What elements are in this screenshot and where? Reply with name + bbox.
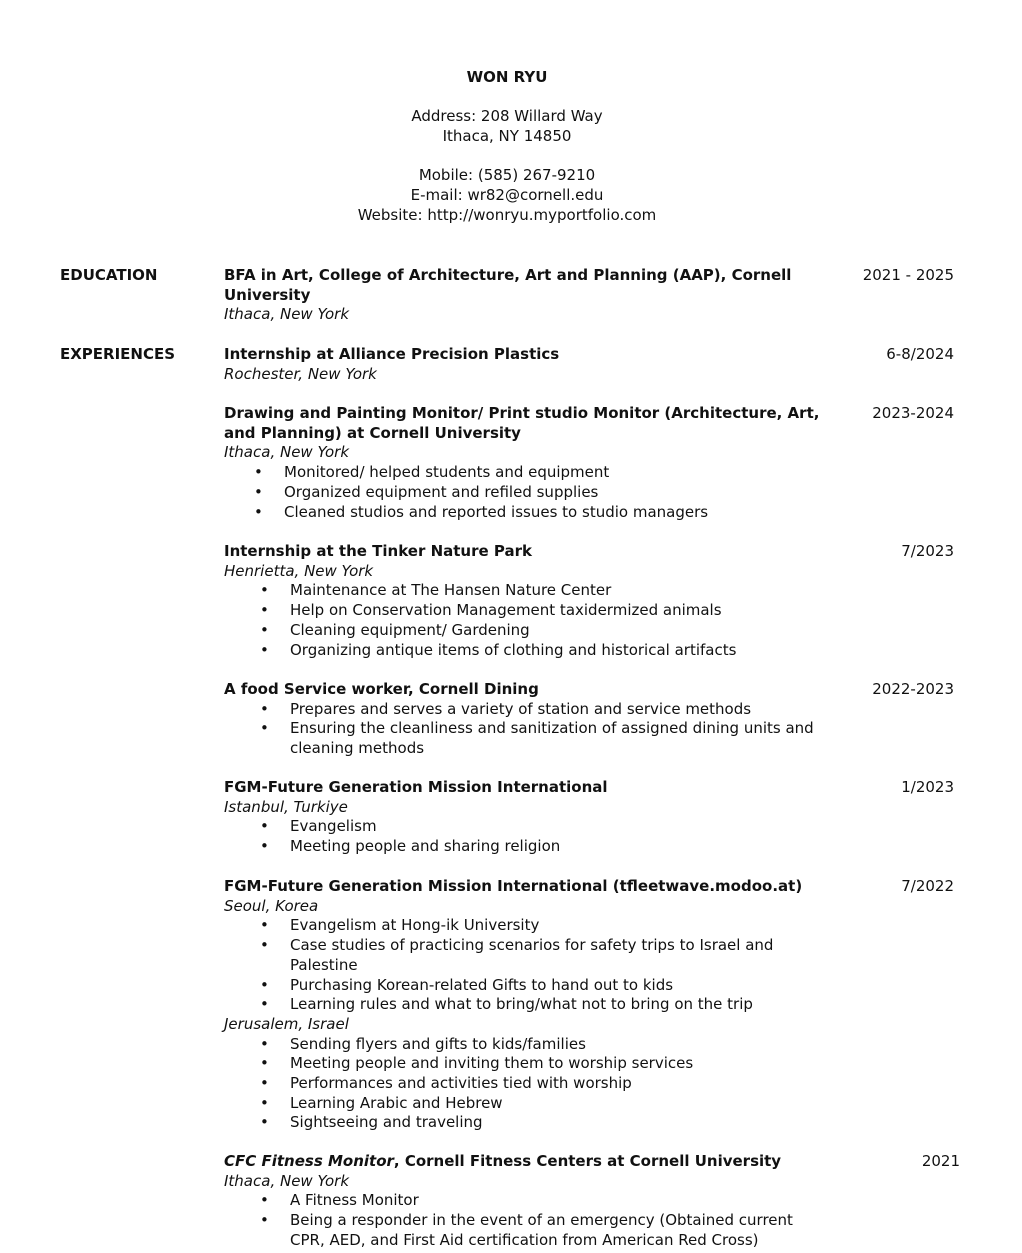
list-item: • Learning rules and what to bring/what not to bring on the trip: [260, 995, 753, 1014]
list-item: • Meeting people and sharing religion: [260, 837, 561, 856]
bullet-list-secondary: [224, 1035, 954, 1134]
list-item: • Ensuring the cleanliness and sanitization of assigned dining units and cleaning methods: [260, 719, 814, 758]
entry-date: 6-8/2024: [886, 345, 954, 363]
bullet-icon: •: [260, 975, 269, 994]
applicant-name: WON RYU: [466, 68, 548, 86]
entry-title: A food Service worker, Cornell Dining: [224, 680, 539, 698]
bullet-list: [224, 581, 954, 660]
bullet-icon: •: [260, 837, 269, 856]
education-heading: EDUCATION: [60, 266, 158, 284]
entry-title-org: , Cornell Fitness Centers at Cornell University: [393, 1152, 782, 1170]
city-line: Ithaca, NY 14850: [442, 127, 572, 146]
entry-title: Internship at the Tinker Nature Park: [224, 542, 532, 560]
bullet-list: [224, 916, 954, 1015]
bullet-list: [224, 463, 954, 522]
experience-entry: [224, 542, 954, 660]
list-item: • Case studies of practicing scenarios for safety trips to Israel and Palestine: [260, 936, 774, 974]
bullet-icon: •: [260, 817, 269, 836]
entry-title-role: CFC Fitness Monitor: [224, 1152, 394, 1170]
entry-title: FGM-Future Generation Mission International: [224, 778, 608, 796]
entry-location-secondary: Jerusalem, Israel: [224, 1014, 349, 1033]
bullet-list: [224, 817, 954, 856]
bullet-icon: •: [260, 1113, 269, 1132]
list-item: • Performances and activities tied with worship: [260, 1074, 632, 1093]
mobile-line: Mobile: (585) 267-9210: [418, 166, 596, 185]
list-item: • Organized equipment and refiled supplies: [254, 482, 599, 501]
website-line: Website: http://wonryu.myportfolio.com: [357, 205, 657, 224]
bullet-icon: •: [260, 1191, 269, 1210]
bullet-list: [224, 1191, 954, 1250]
bullet-icon: •: [260, 1211, 269, 1230]
experiences-heading: EXPERIENCES: [60, 345, 176, 363]
list-item: • Sending flyers and gifts to kids/families: [260, 1034, 586, 1053]
bullet-icon: •: [260, 936, 269, 955]
list-item: • Prepares and serves a variety of station and service methods: [260, 699, 752, 718]
experience-entry: [224, 404, 954, 522]
list-item: • Meeting people and inviting them to worship services: [260, 1054, 694, 1073]
entry-date: 1/2023: [901, 778, 954, 796]
list-item: • A Fitness Monitor: [260, 1191, 419, 1210]
list-item: • Maintenance at The Hansen Nature Center: [260, 581, 612, 600]
bullet-icon: •: [260, 995, 269, 1014]
address-line: Address: 208 Willard Way: [411, 107, 603, 126]
bullet-icon: •: [260, 601, 269, 620]
entry-title: Drawing and Painting Monitor/ Print studio Monitor (Architecture, Art, and Planning) at Cornell University: [224, 404, 820, 442]
bullet-icon: •: [260, 719, 269, 738]
bullet-icon: •: [260, 1054, 269, 1073]
experience-entry: [224, 680, 954, 759]
list-item: • Purchasing Korean-related Gifts to hand out to kids: [260, 975, 674, 994]
address-block: [0, 107, 1014, 146]
experience-entry: [224, 778, 954, 857]
entry-location: Ithaca, New York: [224, 305, 350, 324]
resume-header: [0, 68, 1014, 226]
entry-title: [224, 1152, 824, 1172]
entry-date: 2021: [921, 1152, 960, 1170]
list-item: • Help on Conservation Management taxidermized animals: [260, 601, 722, 620]
bullet-icon: •: [260, 620, 269, 639]
entry-date: 7/2023: [901, 542, 954, 560]
entry-date: 7/2022: [901, 877, 954, 895]
entry-date: 2022-2023: [872, 680, 954, 698]
bullet-icon: •: [254, 482, 263, 501]
bullet-icon: •: [254, 463, 263, 482]
list-item: • Cleaning equipment/ Gardening: [260, 620, 530, 639]
entry-location: Rochester, New York: [224, 364, 377, 383]
list-item: • Organizing antique items of clothing and historical artifacts: [260, 640, 737, 659]
bullet-icon: •: [254, 502, 263, 521]
list-item: • Monitored/ helped students and equipment: [254, 463, 610, 482]
list-item: • Evangelism: [260, 817, 377, 836]
entry-title: FGM-Future Generation Mission International (tfleetwave.modoo.at): [224, 877, 803, 895]
entry-title: BFA in Art, College of Architecture, Art and Planning (AAP), Cornell University: [224, 266, 792, 304]
entry-location: Ithaca, New York: [224, 443, 350, 462]
bullet-icon: •: [260, 1093, 269, 1112]
list-item: • Being a responder in the event of an emergency (Obtained current CPR, AED, and First Aid certification from American Red Cross): [260, 1211, 793, 1249]
bullet-icon: •: [260, 640, 269, 659]
entry-date: 2023-2024: [872, 404, 954, 422]
bullet-list: [224, 700, 954, 759]
entry-location: Istanbul, Turkiye: [224, 797, 348, 816]
bullet-icon: •: [260, 581, 269, 600]
entry-location: Ithaca, New York: [224, 1171, 350, 1190]
entry-location: Seoul, Korea: [224, 896, 319, 915]
list-item: • Sightseeing and traveling: [260, 1113, 483, 1132]
list-item: • Cleaned studios and reported issues to studio managers: [254, 502, 709, 521]
bullet-icon: •: [260, 699, 269, 718]
bullet-icon: •: [260, 1034, 269, 1053]
entry-date: 2021 - 2025: [862, 266, 954, 284]
experience-entry: [224, 345, 954, 384]
email-line: E-mail: wr82@cornell.edu: [410, 186, 604, 205]
bullet-icon: •: [260, 916, 269, 935]
entry-title: Internship at Alliance Precision Plastics: [224, 345, 560, 363]
experience-entry: [224, 1152, 960, 1251]
entry-location: Henrietta, New York: [224, 561, 374, 580]
list-item: • Learning Arabic and Hebrew: [260, 1093, 503, 1112]
contact-block: [0, 166, 1014, 225]
experience-entry: [224, 877, 954, 1133]
list-item: • Evangelism at Hong-ik University: [260, 916, 540, 935]
education-entry: [224, 266, 954, 325]
bullet-icon: •: [260, 1074, 269, 1093]
